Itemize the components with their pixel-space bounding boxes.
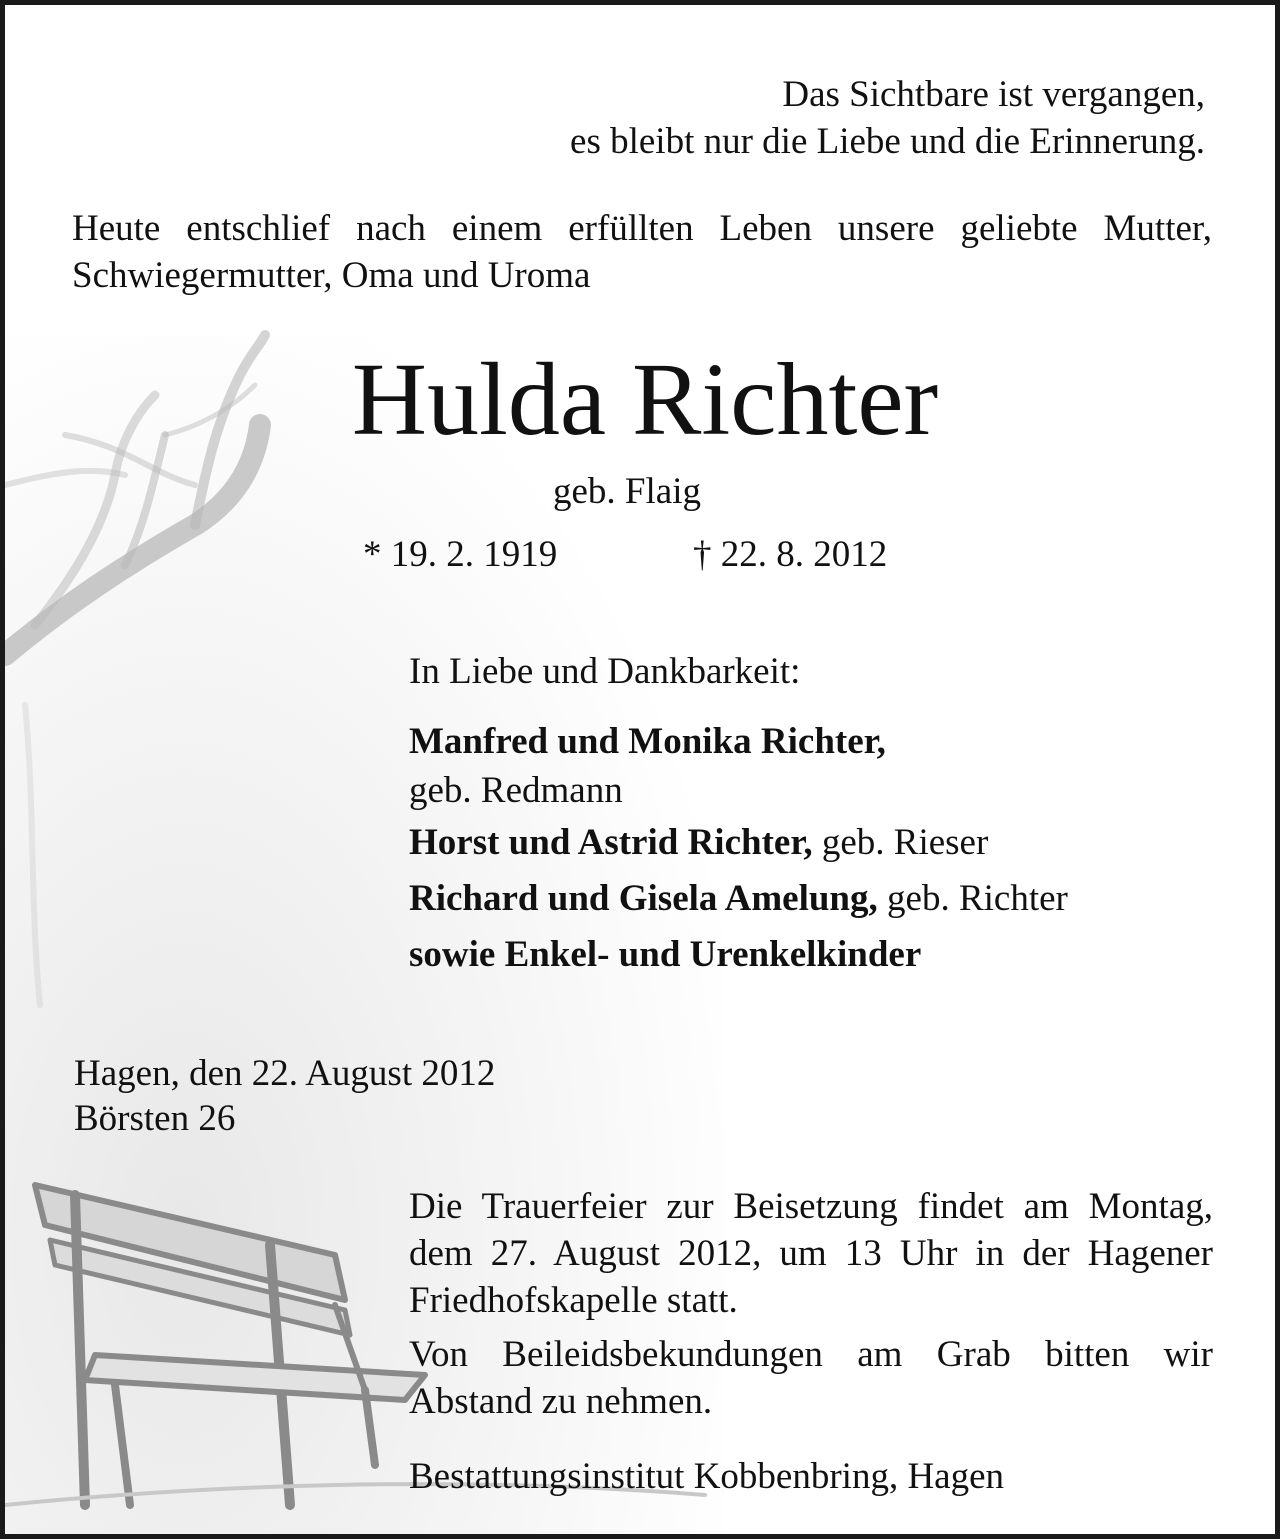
family-3-maiden: geb. Richter xyxy=(887,878,1068,919)
motto-line-2: es bleibt nur die Liebe und die Erinnerung. xyxy=(570,121,1205,162)
grandchildren: sowie Enkel- und Urenkelkinder xyxy=(409,934,922,975)
family-2-name: Horst und Astrid Richter, xyxy=(409,822,813,863)
deceased-maiden-name: geb. Flaig xyxy=(553,471,701,512)
birth-date: * 19. 2. 1919 xyxy=(363,534,558,575)
family-2-maiden: geb. Rieser xyxy=(821,822,989,863)
family-3 xyxy=(409,875,1068,923)
undertaker: Bestattungsinstitut Kobbenbring, Hagen xyxy=(409,1456,1005,1497)
mourners-heading: In Liebe und Dankbarkeit: xyxy=(409,651,801,692)
motto-line-1: Das Sichtbare ist vergangen, xyxy=(782,74,1205,115)
address: Börsten 26 xyxy=(74,1098,236,1139)
intro-text: Heute entschlief nach einem erfüllten Leben unsere geliebte Mutter, Schwiegermutter, Oma und Uroma xyxy=(72,208,1212,296)
place-date: Hagen, den 22. August 2012 xyxy=(74,1053,496,1094)
condolence-notice: Von Beileidsbekundungen am Grab bitten wir Abstand zu nehmen. xyxy=(409,1334,1213,1422)
death-date: † 22. 8. 2012 xyxy=(693,534,888,575)
family-1-maiden: geb. Redmann xyxy=(409,770,623,811)
family-3-name: Richard und Gisela Amelung, xyxy=(409,878,878,919)
deceased-name: Hulda Richter xyxy=(351,342,939,457)
family-1-name: Manfred und Monika Richter, xyxy=(409,721,886,762)
family-2 xyxy=(409,819,988,867)
funeral-notice: Die Trauerfeier zur Beisetzung findet am Montag, dem 27. August 2012, um 13 Uhr in der Hagener Friedhofskapelle statt. xyxy=(409,1186,1213,1321)
